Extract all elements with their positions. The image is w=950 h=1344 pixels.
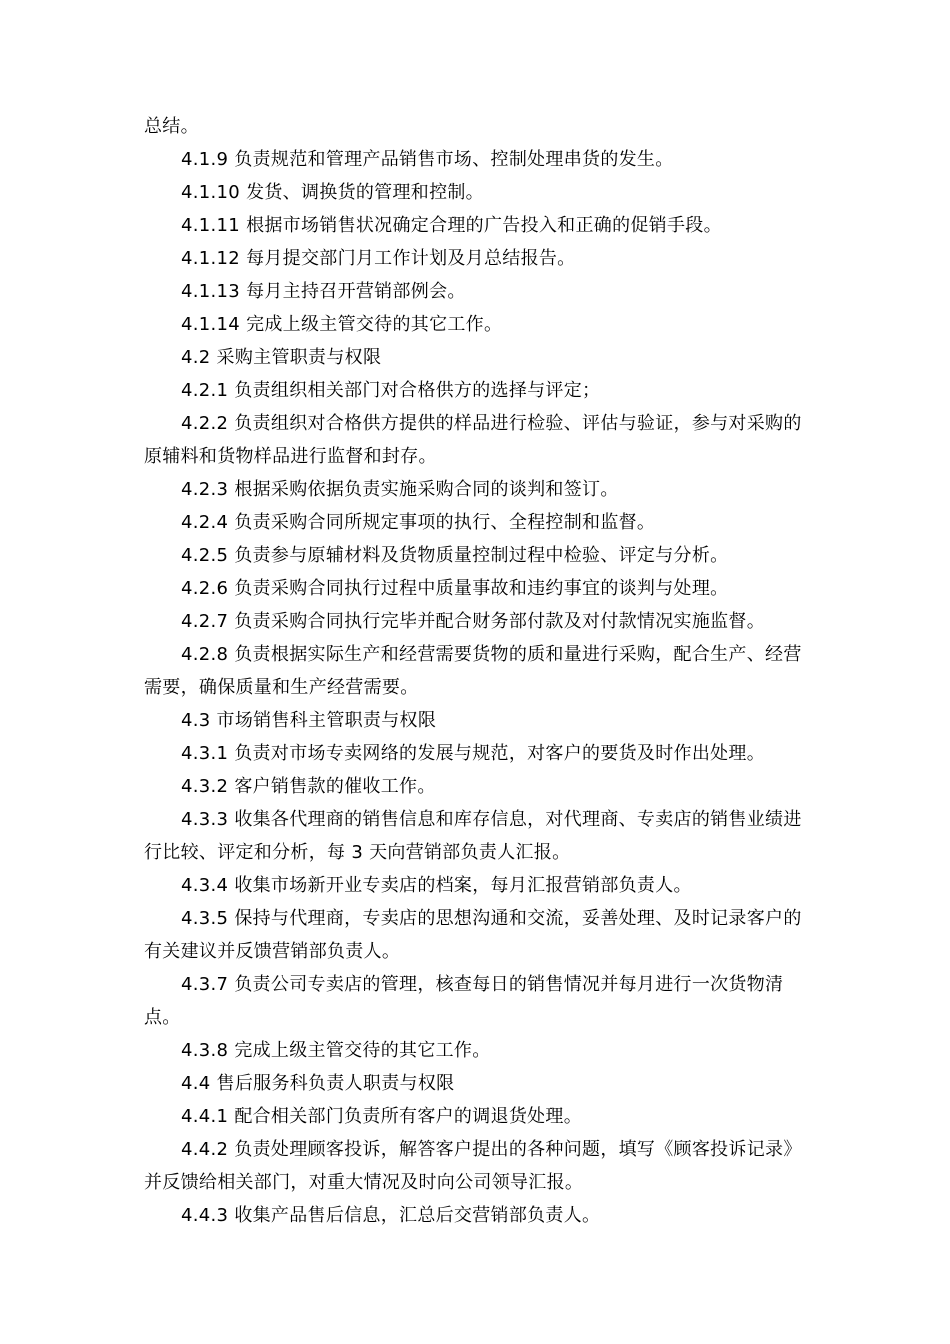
paragraph-4-2-8: 4.2.8 负责根据实际生产和经营需要货物的质和量进行采购，配合生产、经营需要，确保质量和生产经营需要。 bbox=[144, 644, 802, 698]
paragraph-4-3-2: 4.3.2 客户销售款的催收工作。 bbox=[181, 776, 436, 797]
paragraph-4-3-1: 4.3.1 负责对市场专卖网络的发展与规范，对客户的要货及时作出处理。 bbox=[181, 743, 766, 764]
paragraph-4-3-3: 4.3.3 收集各代理商的销售信息和库存信息，对代理商、专卖店的销售业绩进行比较、评定和分析，每 3 天向营销部负责人汇报。 bbox=[144, 809, 802, 863]
paragraph-4-2-3: 4.2.3 根据采购依据负责实施采购合同的谈判和签订。 bbox=[181, 479, 619, 500]
paragraph-4-2-1: 4.2.1 负责组织相关部门对合格供方的选择与评定； bbox=[181, 380, 601, 401]
paragraph-4-4-2: 4.4.2 负责处理顾客投诉，解答客户提出的各种问题，填写《顾客投诉记录》并反馈给相关部门，对重大情况及时向公司领导汇报。 bbox=[144, 1139, 802, 1193]
paragraph-4-3-5: 4.3.5 保持与代理商，专卖店的思想沟通和交流，妥善处理、及时记录客户的有关建议并反馈营销部负责人。 bbox=[144, 908, 802, 962]
paragraph-continuation: 总结。 bbox=[144, 116, 199, 137]
paragraph-4-1-12: 4.1.12 每月提交部门月工作计划及月总结报告。 bbox=[181, 248, 576, 269]
document-body bbox=[144, 110, 812, 1232]
paragraph-4-1-9: 4.1.9 负责规范和管理产品销售市场、控制处理串货的发生。 bbox=[181, 149, 674, 170]
paragraph-4-3-7: 4.3.7 负责公司专卖店的管理，核查每日的销售情况并每月进行一次货物清点。 bbox=[144, 974, 784, 1028]
paragraph-4-2-7: 4.2.7 负责采购合同执行完毕并配合财务部付款及对付款情况实施监督。 bbox=[181, 611, 766, 632]
paragraph-4-2-2: 4.2.2 负责组织对合格供方提供的样品进行检验、评估与验证，参与对采购的原辅料和货物样品进行监督和封存。 bbox=[144, 413, 802, 467]
paragraph-4-4-1: 4.4.1 配合相关部门负责所有客户的调退货处理。 bbox=[181, 1106, 583, 1127]
paragraph-4-4-3: 4.4.3 收集产品售后信息，汇总后交营销部负责人。 bbox=[181, 1205, 601, 1226]
paragraph-4-1-13: 4.1.13 每月主持召开营销部例会。 bbox=[181, 281, 466, 302]
paragraph-4-2-6: 4.2.6 负责采购合同执行过程中质量事故和违约事宜的谈判与处理。 bbox=[181, 578, 729, 599]
paragraph-4-3-4: 4.3.4 收集市场新开业专卖店的档案，每月汇报营销部负责人。 bbox=[181, 875, 692, 896]
paragraph-4-1-10: 4.1.10 发货、调换货的管理和控制。 bbox=[181, 182, 484, 203]
paragraph-4-2-5: 4.2.5 负责参与原辅材料及货物质量控制过程中检验、评定与分析。 bbox=[181, 545, 729, 566]
paragraph-4-3-8: 4.3.8 完成上级主管交待的其它工作。 bbox=[181, 1040, 491, 1061]
paragraph-4-1-14: 4.1.14 完成上级主管交待的其它工作。 bbox=[181, 314, 503, 335]
section-heading-4-4: 4.4 售后服务科负责人职责与权限 bbox=[181, 1073, 455, 1094]
paragraph-4-1-11: 4.1.11 根据市场销售状况确定合理的广告投入和正确的促销手段。 bbox=[181, 215, 722, 236]
paragraph-4-2-4: 4.2.4 负责采购合同所规定事项的执行、全程控制和监督。 bbox=[181, 512, 656, 533]
section-heading-4-3: 4.3 市场销售科主管职责与权限 bbox=[181, 710, 437, 731]
section-heading-4-2: 4.2 采购主管职责与权限 bbox=[181, 347, 382, 368]
